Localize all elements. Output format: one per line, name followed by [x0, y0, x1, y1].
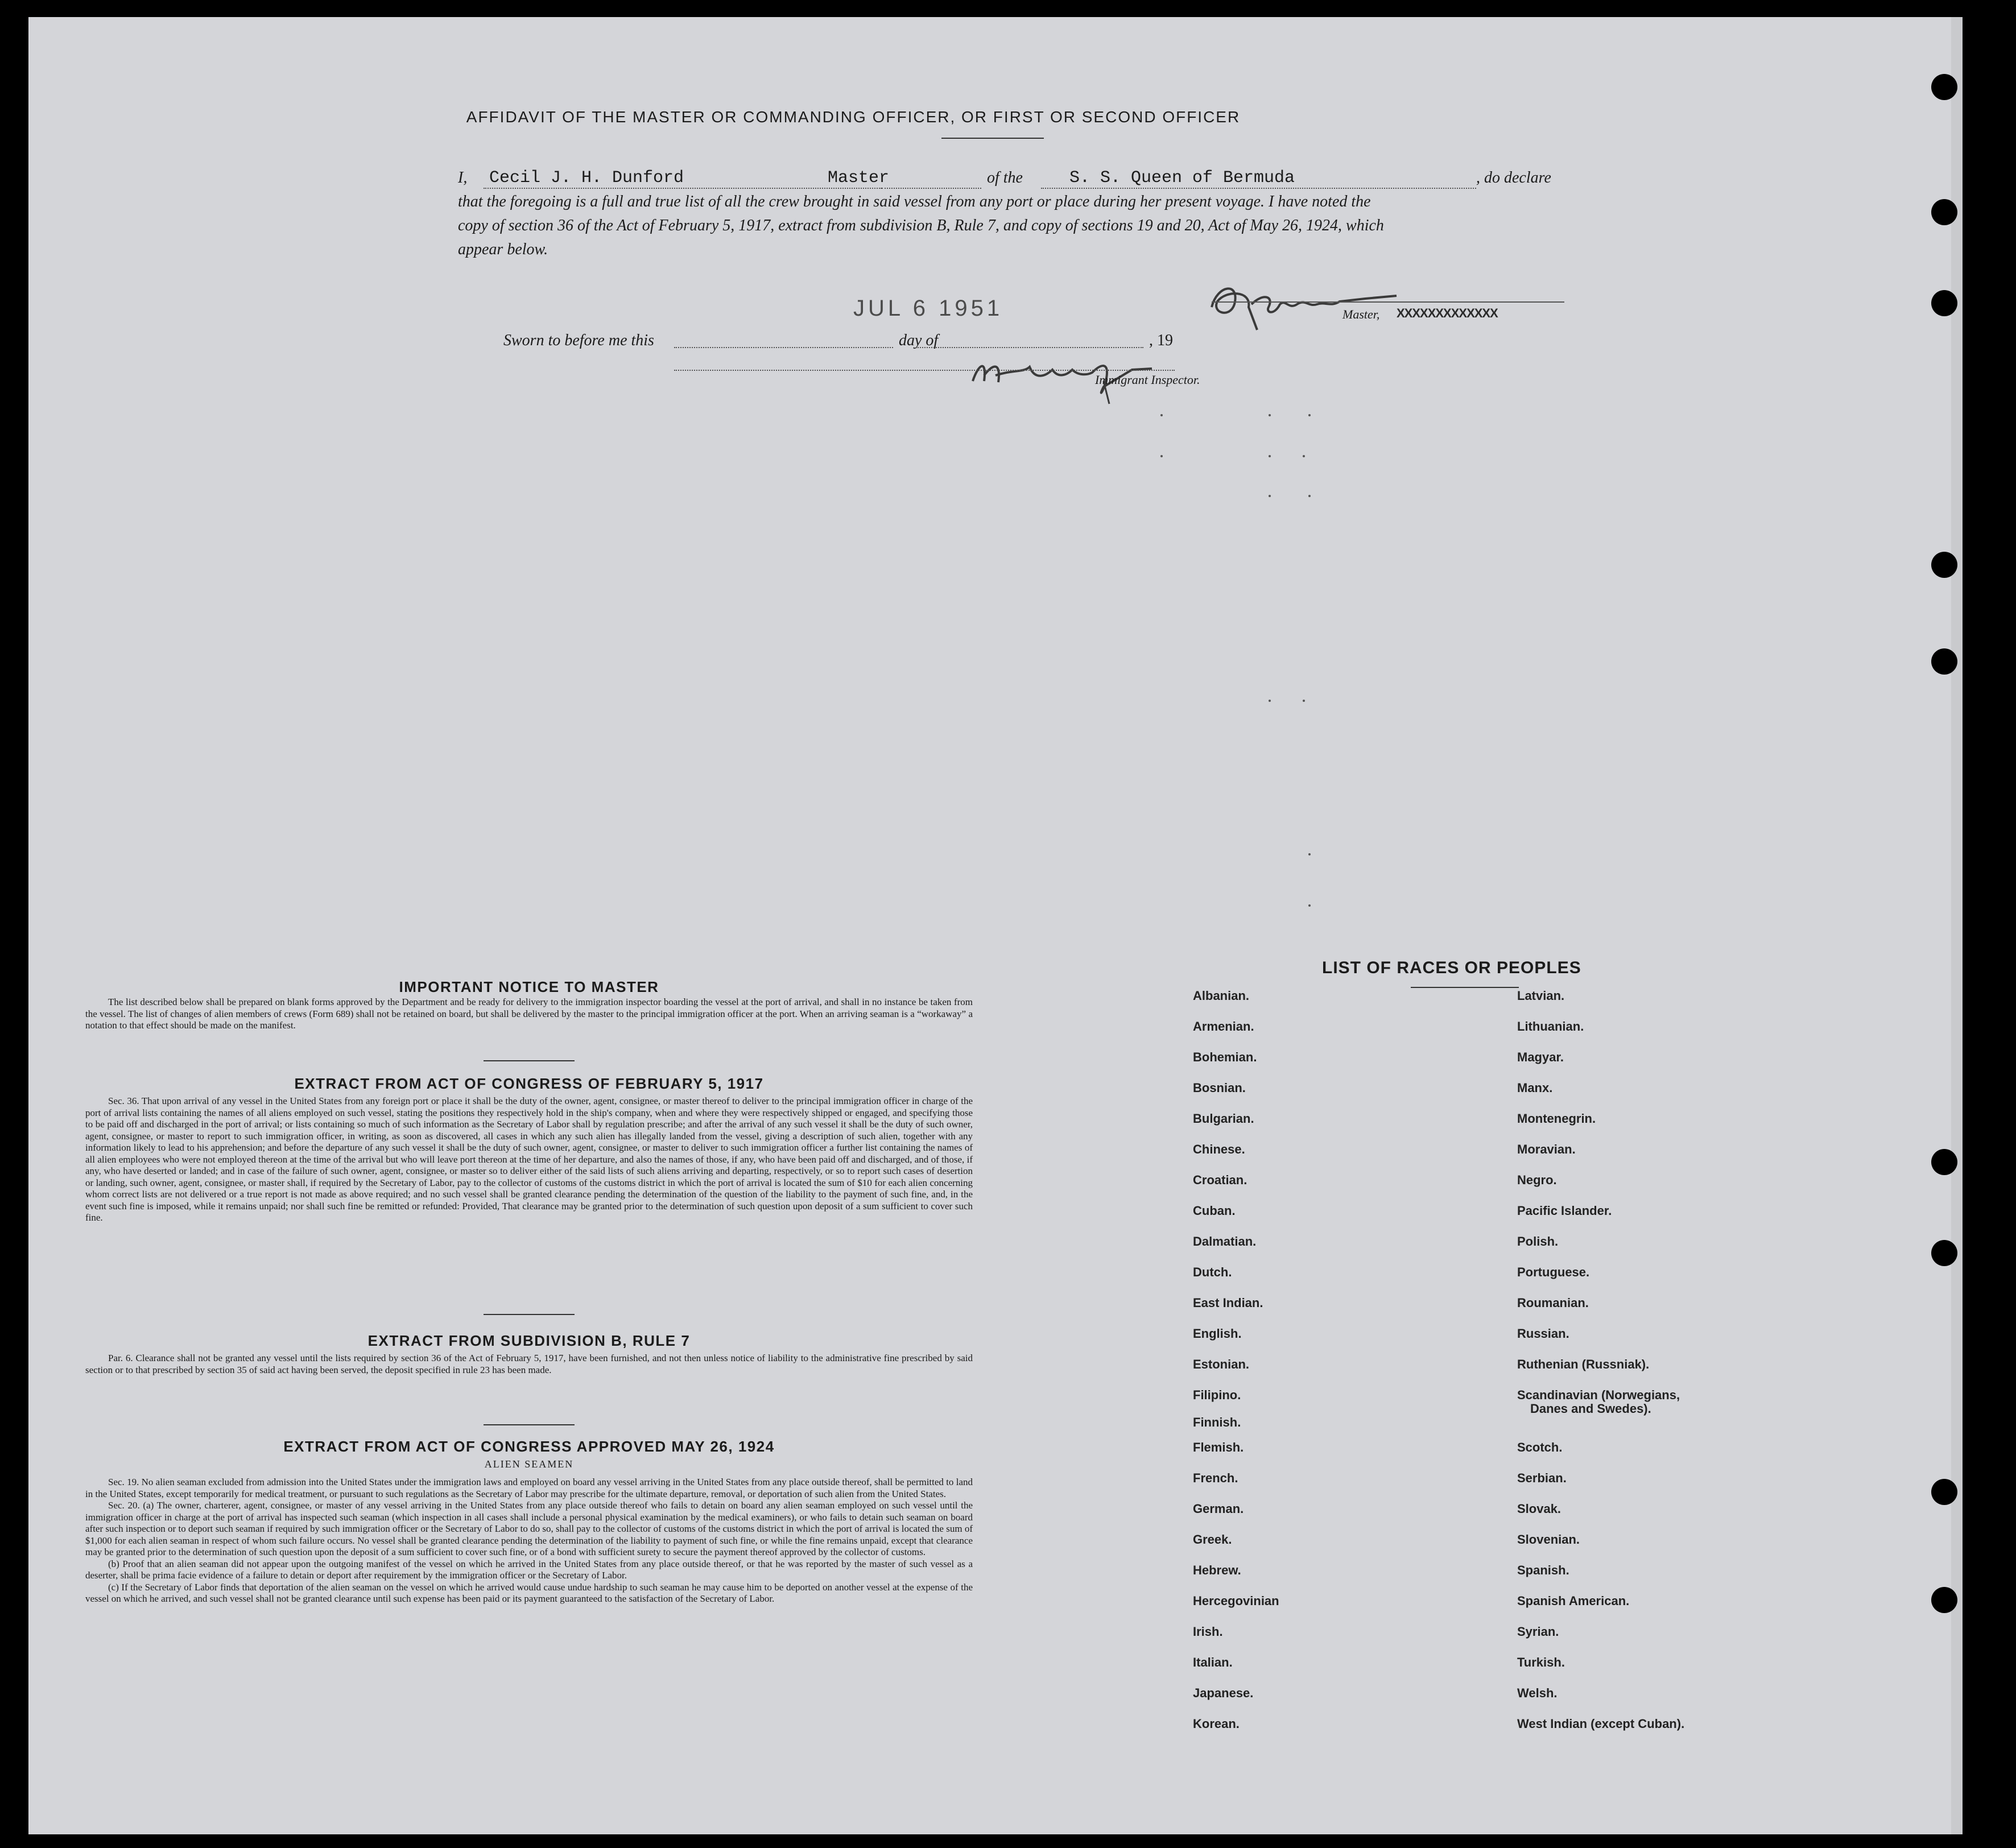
punch-hole [1931, 552, 1957, 578]
stray-mark [1160, 414, 1163, 416]
stray-mark [1160, 455, 1163, 457]
race-item: Finnish. [1193, 1415, 1241, 1429]
race-item: Manx. [1517, 1081, 1553, 1095]
master-strikeout: XXXXXXXXXXXXX [1397, 306, 1498, 320]
race-item: Italian. [1193, 1655, 1233, 1669]
inspector-signature-line [674, 370, 1175, 371]
race-item: East Indian. [1193, 1296, 1263, 1310]
master-signature-line [1212, 301, 1564, 303]
race-item: Spanish American. [1517, 1594, 1630, 1608]
race-item: West Indian (except Cuban). [1517, 1717, 1685, 1731]
stray-mark [1308, 414, 1311, 416]
vessel-field: S. S. Queen of Bermuda [1069, 168, 1295, 188]
divider [484, 1060, 575, 1061]
sec-36-paragraph: Sec. 36. That upon arrival of any vessel in the United States from any foreign port or place it shall be the duty of the owner, agent, consignee, or master thereof to deliver to the principal immigration officer in charge of the port of arrival lists containing the names of all aliens employed on such vessel, stating the positions they respectively hold in the ship's company, when and where they were respectively shipped or engaged, and specifying those to be paid off and discharged in the port of arrival; or lists containing so much of such information as the Secretary of Labor shall by regulation prescribe; and after the arrival of any such vessel it shall be the duty of such owner, agent, consignee, or master to report to such immigration officer, in writing, as soon as discovered, all cases in which any such alien has illegally landed from the vessel, giving a description of such alien, together with any information likely to lead to his apprehension; and before the departure of any such vessel it shall be the duty of such owner, agent, consignee, or master to deliver to such immigration officer a further list containing the names of all alien employees who were not employed thereon at the time of the arrival but who will leave port thereon at the time of her departure, and also the names of those, if any, who have been paid off and discharged, and of those, if any, who have deserted or landed; and in case of the failure of such owner, agent, consignee, or master so to deliver either of the said lists of such aliens arriving and departing, respectively, or so to report such cases of desertion or landing, such owner, agent, consignee, or master shall, if required by the Secretary of Labor, pay to the collector of customs of the customs district in which the port of arrival is located the sum of $10 for each alien concerning whom correct lists are not delivered or a true report is not made as above required; and no such vessel shall be granted clearance pending the determination of the question of the liability to the payment of such fine, and, in the event such fine is imposed, while it remains unpaid; nor shall such fine be remitted or refunded: Provided, That clearance may be granted prior to the determination of such question upon deposit of a sum sufficient to cover such fine. [85, 1095, 973, 1223]
race-item: Armenian. [1193, 1019, 1254, 1033]
year-label: , 19 [1149, 332, 1173, 349]
races-heading: LIST OF RACES OR PEOPLES [1322, 958, 1581, 977]
race-item: Russian. [1517, 1326, 1569, 1341]
punch-hole [1931, 290, 1957, 316]
divider [941, 138, 1044, 139]
stray-mark [1308, 495, 1311, 497]
race-item: Greek. [1193, 1532, 1232, 1547]
notice-text [85, 997, 973, 1032]
affidavit-line-2: that the foregoing is a full and true list of all the crew brought in said vessel from any port or place during her present voyage. I have noted the [458, 193, 1371, 210]
sec-20b-paragraph: (b) Proof that an alien seaman did not appear upon the outgoing manifest of the vessel on which he arrived in the United States from any place outside thereof, or that he was reported by the master of such vessel as a deserter, shall be prima facie evidence of a failure to detain or deport after requirement by the immigration officer or the Secretary of Labor. [85, 1558, 973, 1581]
punch-hole [1931, 1240, 1957, 1266]
extract-1924-heading: EXTRACT FROM ACT OF CONGRESS APPROVED MAY 26, 1924 [283, 1438, 775, 1455]
par-6-paragraph: Par. 6. Clearance shall not be granted any vessel until the lists required by section 36 of the Act of February 5, 1917, have been furnished, and not then unless notice of liability to the administrative fine prescribed by said section or to that prescribed by section 35 of said act having been served, the deposit specified in rule 23 has been made. [85, 1353, 973, 1375]
stray-mark [1269, 700, 1271, 702]
notice-heading: IMPORTANT NOTICE TO MASTER [399, 978, 659, 995]
race-item: Albanian. [1193, 989, 1250, 1003]
race-item: Bosnian. [1193, 1081, 1246, 1095]
race-item: Ruthenian (Russniak). [1517, 1357, 1650, 1371]
race-item: Korean. [1193, 1717, 1240, 1731]
stray-mark [1269, 455, 1271, 457]
inspector-label: Immigrant Inspector. [1095, 373, 1200, 387]
race-item: Japanese. [1193, 1686, 1254, 1700]
affidavit-i: I, [458, 169, 468, 187]
race-item: French. [1193, 1471, 1238, 1485]
stray-mark [1308, 904, 1311, 907]
do-declare-label: , do declare [1476, 169, 1551, 187]
date-stamp: JUL 6 1951 [853, 296, 1003, 321]
of-the-label: of the [987, 169, 1023, 187]
vessel-underline [1041, 188, 1476, 189]
extract-1917-heading: EXTRACT FROM ACT OF CONGRESS OF FEBRUARY 5, 1917 [294, 1075, 764, 1092]
race-item: Slovenian. [1517, 1532, 1580, 1547]
race-item: Montenegrin. [1517, 1111, 1596, 1126]
race-item: Irish. [1193, 1624, 1223, 1639]
stray-mark [1269, 495, 1271, 497]
master-label: Master, [1342, 307, 1380, 321]
race-item: Hercegovinian [1193, 1594, 1279, 1608]
race-item: Pacific Islander. [1517, 1204, 1612, 1218]
punch-hole [1931, 648, 1957, 675]
affidavit-title: AFFIDAVIT OF THE MASTER OR COMMANDING OFFICER, OR FIRST OR SECOND OFFICER [466, 108, 1241, 126]
race-item: German. [1193, 1502, 1244, 1516]
divider [484, 1314, 575, 1315]
race-item: Polish. [1517, 1234, 1559, 1248]
race-item: Croatian. [1193, 1173, 1247, 1187]
affidavit-line-1 [458, 166, 1561, 190]
extract-1917-text [85, 1095, 973, 1224]
race-item: Welsh. [1517, 1686, 1558, 1700]
rank-underline [882, 188, 981, 189]
race-item: Scandinavian (Norwegians, [1517, 1388, 1680, 1402]
race-item: Cuban. [1193, 1204, 1236, 1218]
notice-paragraph: The list described below shall be prepared on blank forms approved by the Department and be ready for delivery to the immigration inspector boarding the vessel at the port of arrival, and shall in no instance be taken from the vessel. The list of changes of alien members of crews (Form 689) shall not be retained on board, but shall be delivered by the master to the principal immigration officer at the port. When an arriving seaman is a “workaway” a notation to that effect should be made on the manifest. [85, 997, 973, 1031]
race-item: Magyar. [1517, 1050, 1564, 1064]
race-item: Dalmatian. [1193, 1234, 1257, 1248]
race-item: Slovak. [1517, 1502, 1561, 1516]
stray-mark [1269, 414, 1271, 416]
race-item: Spanish. [1517, 1563, 1569, 1577]
race-item: Portuguese. [1517, 1265, 1590, 1279]
race-item: Filipino. [1193, 1388, 1241, 1402]
stray-mark [1308, 853, 1311, 855]
page-edge [1951, 17, 1963, 1834]
sworn-day-underline [674, 347, 893, 348]
stray-mark [1303, 700, 1305, 702]
race-item: Flemish. [1193, 1440, 1244, 1454]
sec-20a-paragraph: Sec. 20. (a) The owner, charterer, agent, consignee, or master of any vessel arriving in the United States from any place outside thereof who fails to detain on board any alien seaman employed on such vessel until the immigration officer in charge at the port of arrival has inspected such seaman (which inspection in all cases shall include a personal physical examination by the medical examiners), or who fails to detain such seaman on board after such inspection or to deport such seaman if required by such immigration officer or the Secretary of Labor to do so, shall pay to the collector of customs of the customs district in which the port of arrival is located the sum of $1,000 for each alien seaman in respect of whom such failure occurs. No vessel shall be granted clearance pending the determination of the liability to payment of such fine, or while the fine remains unpaid, except that clearance may be granted prior to the determination of such question upon the deposit of a sum sufficient to cover such fine, or of a bond with sufficient surety to secure the payment thereof approved by the collector of customs. [85, 1500, 973, 1557]
day-of-label: day of [899, 332, 939, 349]
race-item: Chinese. [1193, 1142, 1245, 1156]
stray-mark [1303, 455, 1305, 457]
race-item: Latvian. [1517, 989, 1565, 1003]
divider [484, 1424, 575, 1425]
punch-hole [1931, 74, 1957, 100]
race-item: Bulgarian. [1193, 1111, 1254, 1126]
affidavit-line-3: copy of section 36 of the Act of February 5, 1917, extract from subdivision B, Rule 7, and copy of sections 19 and 20, Act of May 26, 1924, which [458, 217, 1384, 234]
divider [1411, 987, 1519, 988]
sworn-label: Sworn to before me this [503, 332, 654, 349]
punch-hole [1931, 1149, 1957, 1175]
race-item: Estonian. [1193, 1357, 1250, 1371]
sec-20c-paragraph: (c) If the Secretary of Labor finds that deportation of the alien seaman on the vessel on which he arrived would cause undue hardship to such seaman he may cause him to be deported on another vessel at the expense of the vessel on which he arrived, and such vessel shall not be granted clearance until such expense has been paid or its payment guaranteed to the satisfaction of the Secretary of Labor. [85, 1581, 973, 1604]
alien-seamen-subheading: ALIEN SEAMEN [484, 1458, 574, 1470]
punch-hole [1931, 199, 1957, 225]
race-item: Danes and Swedes). [1530, 1401, 1651, 1416]
race-item: Bohemian. [1193, 1050, 1257, 1064]
document-page [28, 17, 1963, 1834]
race-item: Dutch. [1193, 1265, 1232, 1279]
race-item: Turkish. [1517, 1655, 1565, 1669]
extract-rule7-text [85, 1353, 973, 1376]
race-item: Negro. [1517, 1173, 1557, 1187]
race-item: Roumanian. [1517, 1296, 1589, 1310]
affidavit-line-4: appear below. [458, 241, 548, 258]
extract-1924-text [85, 1477, 973, 1605]
name-underline [484, 188, 882, 189]
sec-19-paragraph: Sec. 19. No alien seaman excluded from admission into the United States under the immigration laws and employed on board any vessel arriving in the United States from any place outside thereof, shall be permitted to land in the United States, except temporarily for medical treatment, or pursuant to such regulations as the Secretary of Labor may prescribe for the ultimate departure, removal, or deportation of such alien from the United States. [85, 1477, 973, 1499]
punch-hole [1931, 1587, 1957, 1613]
race-item: Serbian. [1517, 1471, 1567, 1485]
race-item: Lithuanian. [1517, 1019, 1584, 1033]
race-item: Moravian. [1517, 1142, 1576, 1156]
race-item: Syrian. [1517, 1624, 1559, 1639]
race-item: Hebrew. [1193, 1563, 1241, 1577]
extract-rule7-heading: EXTRACT FROM SUBDIVISION B, RULE 7 [367, 1332, 691, 1349]
race-item: Scotch. [1517, 1440, 1563, 1454]
master-name-field: Cecil J. H. Dunford [489, 168, 684, 188]
race-item: English. [1193, 1326, 1242, 1341]
punch-hole [1931, 1479, 1957, 1505]
rank-field: Master [828, 168, 890, 188]
